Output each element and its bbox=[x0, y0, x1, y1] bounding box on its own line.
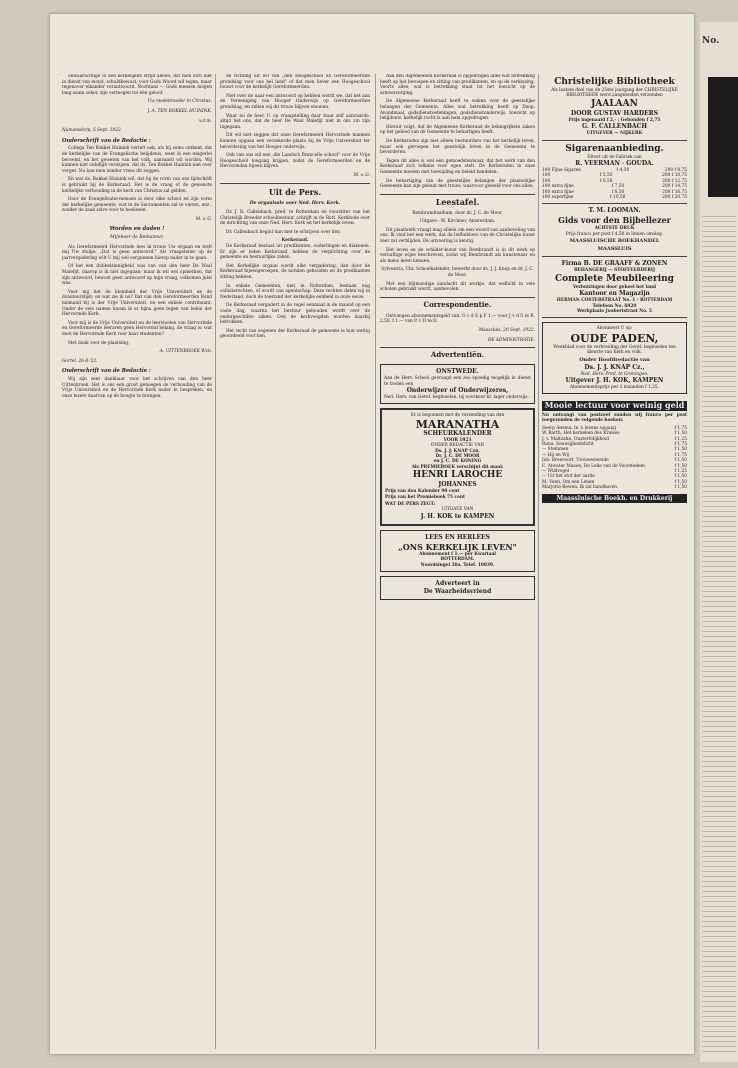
paragraph: De Kerkeraden zijn niet alleen bestuurders van het kerkelijk leven, maar ook geroepen het geestelijk leven in de Gemeente te bevorderen. bbox=[380, 138, 535, 156]
ad-publisher: G. F. CALLENBACH bbox=[581, 123, 648, 131]
section-subtitle: De orgaalsale ooer Ned. Herv. Kerk. bbox=[249, 200, 341, 206]
book-name: M. Venn, Om een Lenen bbox=[542, 479, 595, 485]
ad-editors-label: ONDER REDACTIE VAN bbox=[430, 443, 485, 449]
price-row bbox=[542, 195, 687, 200]
column-1 bbox=[62, 74, 212, 1049]
closing-name: J. A. TEN BOKKEL HUININK, bbox=[147, 108, 212, 114]
paragraph: Met een blijmoedige aandacht dit werkje, dat wellicht in vele scholen gebruikt wordt, aanbevolen. bbox=[380, 281, 535, 293]
ad-title: JAALAAN bbox=[591, 98, 638, 109]
paragraph: En wat ds. Bokkel Huinink wil, dat hij de vorm van ons tijdschrift is gebruikt bij de Kerkeraad. Het is de vraag of de gewenste kerkelijke verhouding in de kerk van Christus zal gelden. bbox=[62, 177, 212, 194]
ad-maranatha bbox=[380, 408, 535, 525]
book-name: Seerp Anema, In 's levens opgang bbox=[542, 425, 616, 431]
book-name: Runa, Eeuwigheidslicht bbox=[542, 441, 594, 447]
ad-editor: Dr. J. C. DE MOOR bbox=[435, 454, 480, 460]
book-price: f 1,75 bbox=[674, 452, 687, 458]
ad-author: DOOR GUSTAV HARDERS bbox=[571, 109, 658, 117]
ad-text: Aan de Herv. School gevraagd een zoo spoedig mogelijk in dienst te treden een bbox=[384, 376, 531, 387]
signature-place: Gortel, 26-8-'22. bbox=[62, 358, 98, 364]
newspaper-page bbox=[50, 14, 694, 1054]
column-4 bbox=[542, 74, 687, 1049]
paragraph: Door de Evangelisatie-mensen is door elke school en zijn vorm der kerkelijke gemeente, wat in de Sacramenten zal te vieren, enz., zonder de zaak zelve voor te beslissen. bbox=[62, 197, 212, 214]
paragraph: Dr. Callenbach begint dan met te schrijven over den bbox=[226, 229, 340, 235]
next-page-masthead bbox=[708, 77, 738, 197]
ad-bookshop: MAASSLUISCHE BOEKHANDEL bbox=[569, 238, 660, 245]
paragraph: Ook van ons wil een ‚die Landsch Brancelle school" voor de Vrije Hoogeschool toegang krijgen, zodat de Gereformeerden en de Hervormden bijeen blijven. bbox=[220, 153, 370, 170]
column-divider bbox=[375, 74, 376, 1049]
ad-price: Prijs franco per post f 4,50 in linnen omslag. bbox=[565, 231, 664, 237]
price-qty: 100 bbox=[542, 178, 551, 184]
paragraph: De behartiging van de geestelijke belangen der plaatselijke Gemeente kan zijn gebaat met trouw, waarvoor gesteld voor ons allen. bbox=[380, 178, 535, 190]
book-price: f 1,50 bbox=[674, 479, 687, 485]
ad-text: Nu ontvangt van postzeef zonden wij franco per post toegezonden de volgende boeken: bbox=[542, 412, 687, 424]
ad-text: Er is begonnen met de verzending van den bbox=[410, 413, 505, 419]
paragraph: Dit wil niet zeggen dat onze Gereformeerd Hervormde mannen kunnen opgaan een verzekerde plaats bij de Vrije Universiteit ter bevordering van het Hooger onderwijs. bbox=[220, 133, 370, 150]
ad-editor: en J. C. DE KONING bbox=[433, 459, 482, 465]
ad-editor-location: Ned. Herv. Pred. te Groningen. bbox=[580, 371, 649, 377]
ad-christelijke-bibliotheek bbox=[542, 74, 687, 141]
ad-address: Noordsingel 20a. Telef. 10839. bbox=[420, 562, 495, 568]
ad-office: Kantoor en Magazijn bbox=[579, 290, 650, 298]
ad-ons-kerkelijk-leven bbox=[380, 530, 535, 572]
heading-onderschrift-1: Onderschrift van de Redactie : bbox=[62, 137, 151, 144]
book-price: f 1,50 bbox=[674, 447, 687, 453]
column-1-intro: onwaarachtige in den kerkelijken strijd alléén; dat men zich niet in dienst van mond, schuldbewust, voor Gods Woord wil tegen, maar tegenover elkander verantwoord. Nochtans — Gods mensen mogen lang-zaam zeker, zijn vermogen tot één geloof. bbox=[62, 74, 212, 96]
ad-editor-label: Onder Hoofdredactie van bbox=[579, 356, 650, 363]
ad-text: Direct uit de Fabriek van bbox=[587, 154, 642, 160]
closing-role: v.d.m. bbox=[199, 118, 212, 124]
ad-publisher: J. H. KOK te KAMPEN bbox=[420, 512, 495, 520]
ad-banner: Mooie lectuur voor weinig geld bbox=[542, 401, 687, 411]
ad-big-text: HENRI LAROCHE bbox=[412, 470, 503, 481]
ad-big-text: Sigarenaanbieding. bbox=[565, 143, 664, 154]
paragraph: De Kerkeraad vergadert in de regel eenmaal in de maand op een vaste dag, waarna het bestuur gehouden wordt over de ondergeschikte zaken. Ook de kerkvoogden worden daarbij betrokken. bbox=[220, 303, 370, 326]
closing-salutation: Uw medebroeder in Christus, bbox=[147, 99, 212, 105]
ad-price: Prijs van den Kalender 90 cent bbox=[385, 489, 460, 495]
adjacent-page-edge bbox=[700, 22, 738, 1062]
paragraph: Of het een dubbelzinnigheid was van van den heer De Waal Malefijt, daarop is ik niet ingegaan; maar ik wil wel opmerken, dat zijn antwoord, bewust geen antwoord op mijn vraag, volkomen juist was. bbox=[62, 264, 212, 287]
ad-address: HERMAN COSTERSTRAAT No. 1 - ROTTERDAM bbox=[556, 298, 673, 304]
ad-text: Abonnement f 1.— per Kwartaal bbox=[419, 551, 496, 557]
ad-text: Adverteert in bbox=[435, 580, 480, 588]
subheading-kerkeraad: Kerkeraad. bbox=[281, 238, 309, 244]
book-name: — Stemmen bbox=[542, 447, 569, 453]
paragraph: Collega Ten Bokkel Huinink vertelt ook, als hij soms ontkent, dat de kerkelijke van de Evangelische belijdenis, weet in een enigerlei beroemt, en het geweten van het volk, aanvaard wil worden. Wij kunnen niet onbillijk verwijzen, dat ds. Ten Bokkel Huinink niet over verget. Nu kan men zonder vrees dit zeggen. bbox=[62, 146, 212, 174]
book-price: f 1,50 bbox=[674, 431, 687, 437]
book-name: W. Barth, Het kerkeken des Kruises bbox=[542, 431, 620, 437]
ad-mooie-lectuur bbox=[542, 398, 687, 506]
ad-publisher-place: UITGEVER — NIJKERK bbox=[586, 131, 643, 137]
paragraph: Waar nu de heer U. op vraagstelling daar staat zelf aanvaarde, altijd het ons, dat de heer De Waal Malefijt niet in ons zin zijn ingegaan. bbox=[220, 113, 370, 130]
ad-title: Complete Meubileering bbox=[555, 273, 674, 284]
book-publisher: Uitgave : W. Kirchner, Amsterdam. bbox=[419, 219, 496, 225]
next-page-number: No. bbox=[702, 36, 720, 46]
column-2 bbox=[220, 74, 370, 1049]
book-price: f 1,50 bbox=[674, 485, 687, 491]
ad-subtitle: ACHTSTE DRUK bbox=[594, 226, 635, 232]
price-list bbox=[542, 168, 687, 200]
ad-onstwede bbox=[380, 364, 535, 404]
ad-text: Als PREMIEBOEK verschijnt dit maal: bbox=[411, 464, 504, 470]
paragraph: Voor mij het de kleinheid der Vrije Universiteit en de donateurslijst; en wat zie ik nu? Dat van den Gereformeerden Bond niemand bij is der Vrije Universiteit, en een enkele contribuant. Onder de vele namen kwam ik er bijna geen tegen van leden der Hervormde Kerk. bbox=[62, 289, 212, 318]
paragraph: Het leven en de schilder-kunst van Rembrandt is in dit werk op vernuftige wijze beschreven, zodat wij Rembrandt als kunstenaar en als mens leren kennen. bbox=[380, 247, 535, 264]
book-name: — Uit het stof der aarde bbox=[542, 474, 595, 480]
ad-adverteert bbox=[380, 576, 535, 600]
ad-subtitle: JOHANNES bbox=[438, 481, 477, 489]
subheading: Mijnheer de Redacteur, bbox=[110, 235, 164, 241]
book-name: C. Atwater Mason, De Lelie van de Voorstedem bbox=[542, 463, 645, 469]
heading-worden-en-daden: Worden en daden ! bbox=[109, 226, 165, 233]
ad-city: MAASSLUIS bbox=[597, 246, 632, 253]
price-qty: 100 extra fijne bbox=[542, 189, 574, 195]
book-title: Rembrandtsalbum, door dr. J. C. de Moor. bbox=[412, 210, 503, 216]
ad-year: VOOR 1923 bbox=[443, 437, 472, 443]
paragraph: Niet over de naar een antwoord op hebben wordt we, dat het aan de Vereeniging van Hooger Onderwijs op Gereformeerden grondslag, en zullen wij dit trouw blijven steunen. bbox=[220, 93, 370, 110]
paragraph: Het Kerkelijke orgaan wordt elke vergadering, dan door de Kerkeraad bijeengeroepen, de notulen gehouden en de predikanten zitting hebben. bbox=[220, 263, 370, 281]
ad-text: Abonneert U op: bbox=[596, 326, 633, 332]
signature: Maassluis, 20 Sept. 1922. bbox=[478, 328, 535, 333]
ad-text: Als laatste deel van de 25ste jaargang der CHRISTELIJKE BIBLIOTHEEK werd aangeboden verzonden bbox=[551, 88, 678, 99]
price-p1: f 5,50 bbox=[599, 173, 613, 179]
paragraph: In enkele Gemeenten, niet in Rotterdam, bestaan nog collatierechten, of wordt van agentschap. Deze rechten delen wij in Nederland, doch de toestand der kerkelijke eenheid in onze eeuw. bbox=[220, 283, 370, 300]
book-row bbox=[542, 485, 687, 490]
price-p1: f 10,50 bbox=[610, 195, 626, 201]
price-p1: f 6,50 bbox=[599, 178, 613, 184]
ad-price: Abonnementsprijs per 3 maanden f 1,25. bbox=[569, 384, 659, 390]
ad-footer: Maassluische Boekh. en Drukkerij bbox=[542, 494, 687, 504]
section-title-leestafel: Leestafel. bbox=[380, 194, 535, 207]
ad-text: WAT DE PERS ZEGT: bbox=[385, 502, 436, 508]
paragraph: Tegen dit alles is wel een gemoedsbezwaar, dat het werk van den Kerkeraad zich telkens voor ogen stelt. De Kerkeraden in onze Gemeente moeten met toewijding en beleid handelen. bbox=[380, 158, 535, 175]
paragraph: Hieruit volgt, dat de Algemeene Kerkeraad de belangrijkste zaken op het gebied van de Gemeente te behartigen heeft. bbox=[380, 124, 535, 136]
book-list bbox=[542, 426, 687, 491]
next-page-text bbox=[702, 212, 736, 1052]
ad-name: T. M. LOOMAN. bbox=[588, 207, 641, 215]
price-p2: 200 f 16,75 bbox=[662, 189, 687, 195]
paragraph: De Kerkeraad bestaat uit predikanten, ouderlingen en diakenen. Er zijn er leden Kerkeraad, hebben de verplichting over de gemeente en bestuurlijke zaken. bbox=[220, 244, 370, 261]
closing-date: Numansdorp, 5 Sept. 1922. bbox=[62, 128, 123, 134]
section-title-advertentien: Advertentiën. bbox=[380, 347, 535, 360]
book-price: f 1,50 bbox=[674, 474, 687, 480]
ad-text: Verbuizingen door geheel het land bbox=[572, 284, 657, 290]
ad-subtitle: BEHANGERIJ — STOFFEERDERIJ bbox=[574, 268, 655, 274]
ad-price: Prijs ingenaaid f 2,- ; Gebonden f 2,75 bbox=[568, 117, 661, 123]
ad-text: De Waarheidsvriend bbox=[423, 588, 492, 596]
paragraph: de richting uit wil van „den Hoogeschool en Gereformeerden grondslag voor ons hel land" of dat men liever een Hoogeschool bouwt voor de kerkelijk Gereformeerden. bbox=[220, 74, 370, 91]
book-name: Joh. Breevoort, Vrouwenweide bbox=[542, 458, 609, 464]
column-divider bbox=[215, 74, 216, 1049]
price-p2: 200 f 8,75 bbox=[664, 168, 687, 174]
ad-big-text: Onderwijzer of Onderwijzeres, bbox=[406, 387, 509, 394]
ad-sigaren bbox=[542, 141, 687, 205]
book-name: — Hij en Wij bbox=[542, 452, 570, 458]
ad-heading: LEES EN HERLEES bbox=[425, 533, 490, 541]
ad-de-graaff bbox=[542, 257, 687, 318]
ad-looman bbox=[542, 204, 687, 257]
price-p1: f 8,50 bbox=[611, 189, 625, 195]
ad-text: Weekblad voor de verbreiding der Geref. beginselen ten dienste van Kerk en volk. bbox=[553, 344, 676, 356]
ad-editor: Ds. J. J. KNAP Czn. bbox=[435, 448, 480, 454]
paragraph: Dit plaatwerk vraagt mag alléén om een woord van aanbeveling van ons. Ik vind het een werk, dat de liefhebbers van de Christelijke kunst zeer zal verblijden. De uitvoering is keurig. bbox=[380, 227, 535, 245]
price-p2: 200 f 14,75 bbox=[662, 184, 687, 190]
signature-admin: DE ADMINISTRATIE. bbox=[487, 337, 535, 343]
ad-price: Prijs van het Premieboek 75 cent bbox=[385, 494, 465, 500]
price-qty: 100 Fijne Sigaren bbox=[542, 168, 581, 174]
paragraph: Aan den Algemeenen Kerkeraad is opgedragen alles wat betrekking heeft op het beroepen en zitting van predikanten, en op de verkiezing. Voorts alles, wat is betrekking staat tot het toezicht op de armverzorging. bbox=[380, 74, 535, 96]
ad-publisher: Uitgever J. H. KOK, KAMPEN bbox=[565, 376, 664, 384]
price-p2: 200 f 10,75 bbox=[662, 173, 687, 179]
ad-heading: ONSTWEDE. bbox=[436, 368, 479, 376]
price-p1: f 7,50 bbox=[611, 184, 625, 190]
book-price: f 1,25 bbox=[674, 469, 687, 474]
ad-publisher-label: UITGAVE VAN bbox=[441, 507, 474, 513]
book-price: f 1,50 bbox=[674, 463, 687, 469]
ad-name: Firma B. DE GRAAFF & ZONEN bbox=[561, 260, 668, 268]
paragraph: Ontvangen abonnementsgeld van: G v d S p F 1.— voor J v d S te R. 2,50. f 1.— van P. v D te D. bbox=[380, 313, 535, 325]
ad-subtitle: SCHEURKALENDER bbox=[423, 429, 492, 437]
book-name: Marjorie Bowen, Ik zal handhaven bbox=[542, 485, 617, 491]
ad-big-text: „ONS KERKELIJK LEVEN" bbox=[398, 541, 517, 552]
signature: M. v. G. bbox=[195, 216, 212, 222]
ad-phone: Telefoon No. 6920 bbox=[592, 303, 637, 309]
ad-text: Ned. Herv. van Geref. beginselen, bij voorkeur kl. lager onderwijs. bbox=[384, 395, 529, 400]
book-title-2: Sylvestria, Chr. Schoolkalender, bewerkt door ds. J. J. Knap en dr. J. C. de Moor. bbox=[381, 267, 534, 279]
price-qty: 100 bbox=[542, 173, 551, 179]
book-price: f 1,75 bbox=[674, 441, 687, 447]
book-price: f 1,25 bbox=[674, 436, 687, 442]
ad-city: ROTTERDAM. bbox=[440, 557, 475, 563]
paragraph: Wij zijn zeer dankbaar voor het schrijven van den heer Uittenbroek. Het is ons een groot genoegen de verhouding van de Vrije Universiteit en de Hervormde Kerk nader te bespreken, en onze lezers daarvan op de hoogte te brengen. bbox=[62, 376, 212, 399]
paragraph: Als Gereformeerd Hervormde lees ik trouw Uw orgaan en treft mij Uw stukje: „Dat is geen antwoord." Als vraagsteller op de jaarvergadering wilt U mij wel vergunnen hierop nader in te gaan. bbox=[62, 244, 212, 261]
ad-oude-paden bbox=[542, 322, 687, 394]
book-price: f 1,50 bbox=[674, 458, 687, 464]
price-p2: 200 f 20,75 bbox=[662, 195, 687, 201]
ad-title: Gids voor den Bijbellezer bbox=[558, 215, 671, 226]
column-divider bbox=[538, 74, 539, 1049]
paragraph: Voor mij is de Vrije Universiteit en de leerstoelen van Hervormde en Gereformeerde leeraren geen Hervormd belang, de vraag is: wat doet de Hervormde Kerk voor haar studenten? bbox=[62, 320, 212, 337]
section-title-uit-de-pers: Uit de Pers. bbox=[220, 183, 370, 197]
paragraph: Met dank voor de plaatsing, bbox=[68, 340, 130, 346]
signature: A. UITTENBROEK Wzn. bbox=[159, 349, 212, 355]
ad-workshop: Werkplaats Joubertstraat No. 5 bbox=[577, 308, 652, 314]
book-name: J. v. Maltzahn, Onsterfelijkheid bbox=[542, 436, 609, 442]
book-name: — Wildvogel bbox=[542, 469, 570, 474]
signature: M. v. G. bbox=[353, 172, 370, 178]
price-p1: f 4,50 bbox=[616, 168, 630, 174]
ad-big-text: MARANATHA bbox=[415, 417, 500, 431]
paragraph: De Algemeene Kerkeraad heeft te waken voor de geestelijke belangen der Gemeente. Alles wat betrekking heeft op Doop, Avondmaal, godsdienstoefeningen, godsdienstonderwijs, toezicht op belijdenis, kerkelijk tucht is aan hem opgedragen. bbox=[380, 99, 535, 122]
ad-name: R. VEERMAN · GOUDA. bbox=[575, 160, 654, 168]
book-price: f 1,75 bbox=[674, 425, 687, 431]
ad-big-text: Christelijke Bibliotheek bbox=[554, 77, 675, 87]
section-title-correspondentie: Correspondentie. bbox=[380, 297, 535, 310]
price-qty: 100 superfijne bbox=[542, 195, 574, 201]
ad-big-text: OUDE PADEN, bbox=[570, 331, 659, 345]
column-3 bbox=[380, 74, 535, 1049]
ad-editor: Ds. J. J. KNAP Cz., bbox=[584, 363, 645, 371]
paragraph: Het recht van zegenen der Kerkeraad de gemeente is hun wettig geoordeeld voor hen. bbox=[220, 328, 370, 340]
paragraph: Dr. J. R. Callenbach, pred. te Rotterdam en voorzitter van het Christelijk Breeder schoolbestuur, schrijft in de Rott. Kerkbode over de inrichting van onze Ned. Herv. Kerk en het kerkelijk leven. bbox=[220, 210, 370, 227]
price-qty: 100 extra fijne bbox=[542, 184, 574, 190]
price-p2: 200 f 12,75 bbox=[662, 178, 687, 184]
heading-onderschrift-2: Onderschrift van de Redactie : bbox=[62, 368, 151, 375]
